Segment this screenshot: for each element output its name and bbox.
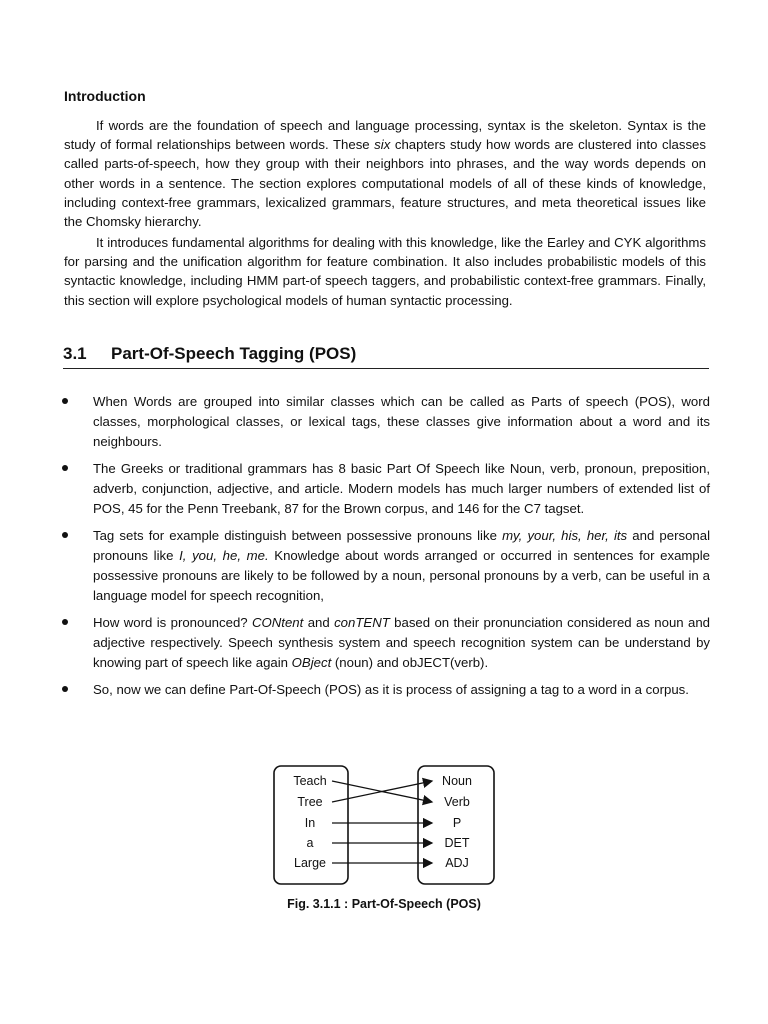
figure-caption: Fig. 3.1.1 : Part-Of-Speech (POS) <box>287 897 481 911</box>
word-label-teach: Teach <box>293 774 327 788</box>
bullet-text: How word is pronounced? CONtent and conTENT based on their pronunciation considered as noun and adjective respectively. Speech synthesis system and speech recognition system can be understand by knowing part of speech like again OBject (noun) and obJECT(verb). <box>93 615 711 670</box>
bullet-text: Tag sets for example distinguish between possessive pronouns like my, your, his, her, its and personal pronouns like I, you, he, me. Knowledge about words arranged or occurred in sentences for example possessive pronouns are likely to be followed by a noun, personal pronouns by a verb, can be useful in a language model for speech recognition, <box>93 528 711 603</box>
bullet-dot-icon <box>62 532 68 538</box>
bullet-item <box>60 613 710 673</box>
intro-paragraph-2: It introduces fundamental algorithms for dealing with this knowledge, like the Earley and CYK algorithms for parsing and the unification algorithm for feature combination. It also includes probabilistic models of this syntactic knowledge, including HMM part-of speech taggers, and probabilistic context-free grammars. Finally, this section will explore psychological models of human syntactic processing. <box>64 235 706 308</box>
bullet-text: So, now we can define Part-Of-Speech (POS) as it is process of assigning a tag to a word in a corpus. <box>93 682 689 697</box>
word-label-large: Large <box>294 856 326 870</box>
mapping-arrows <box>332 781 432 863</box>
bullet-dot-icon <box>62 465 68 471</box>
word-label-in: In <box>304 816 316 830</box>
bullet-item <box>60 526 710 606</box>
tag-label-det: DET <box>444 836 470 850</box>
section-number: 3.1 <box>63 344 87 363</box>
tag-label-p: P <box>452 816 462 830</box>
tag-label-verb: Verb <box>444 795 470 809</box>
word-label-a: a <box>306 836 314 850</box>
bullet-item <box>60 392 710 452</box>
section-title: Part-Of-Speech Tagging (POS) <box>111 344 357 363</box>
bullet-dot-icon <box>62 619 68 625</box>
tag-label-noun: Noun <box>442 774 472 788</box>
bullet-dot-icon <box>62 686 68 692</box>
intro-paragraph-1: If words are the foundation of speech and language processing, syntax is the skeleton. Syntax is the study of formal relationships between words. These six chapters study how words are clustered into classes called parts-of-speech, how they group with their neighbors into phrases, and the way words depends on other words in a sentence. The section explores computational models of all of these kinds of knowledge, including context-free grammars, lexicalized grammars, feature structures, and meta theoretical issues like the Chomsky hierarchy. <box>64 118 706 230</box>
pos-tagging-diagram <box>272 764 496 888</box>
section-heading <box>63 344 709 369</box>
bullet-item <box>60 459 710 519</box>
bullet-text: The Greeks or traditional grammars has 8 basic Part Of Speech like Noun, verb, pronoun, preposition, adverb, conjunction, adjective, and article. Modern models has much larger numbers of extended list of POS, 45 for the Penn Treebank, 87 for the Brown corpus, and 146 for the C7 tagset. <box>93 461 710 516</box>
bullet-text: When Words are grouped into similar classes which can be called as Parts of speech (POS), word classes, morphological classes, or lexical tags, these classes give information about a word and its neighbours. <box>93 394 710 449</box>
bullet-item <box>60 680 710 700</box>
tag-label-adj: ADJ <box>445 856 469 870</box>
pos-tagging-figure <box>272 764 496 888</box>
intro-heading: Introduction <box>64 88 146 104</box>
word-label-tree: Tree <box>297 795 323 809</box>
bullet-list <box>60 392 710 707</box>
bullet-dot-icon <box>62 398 68 404</box>
